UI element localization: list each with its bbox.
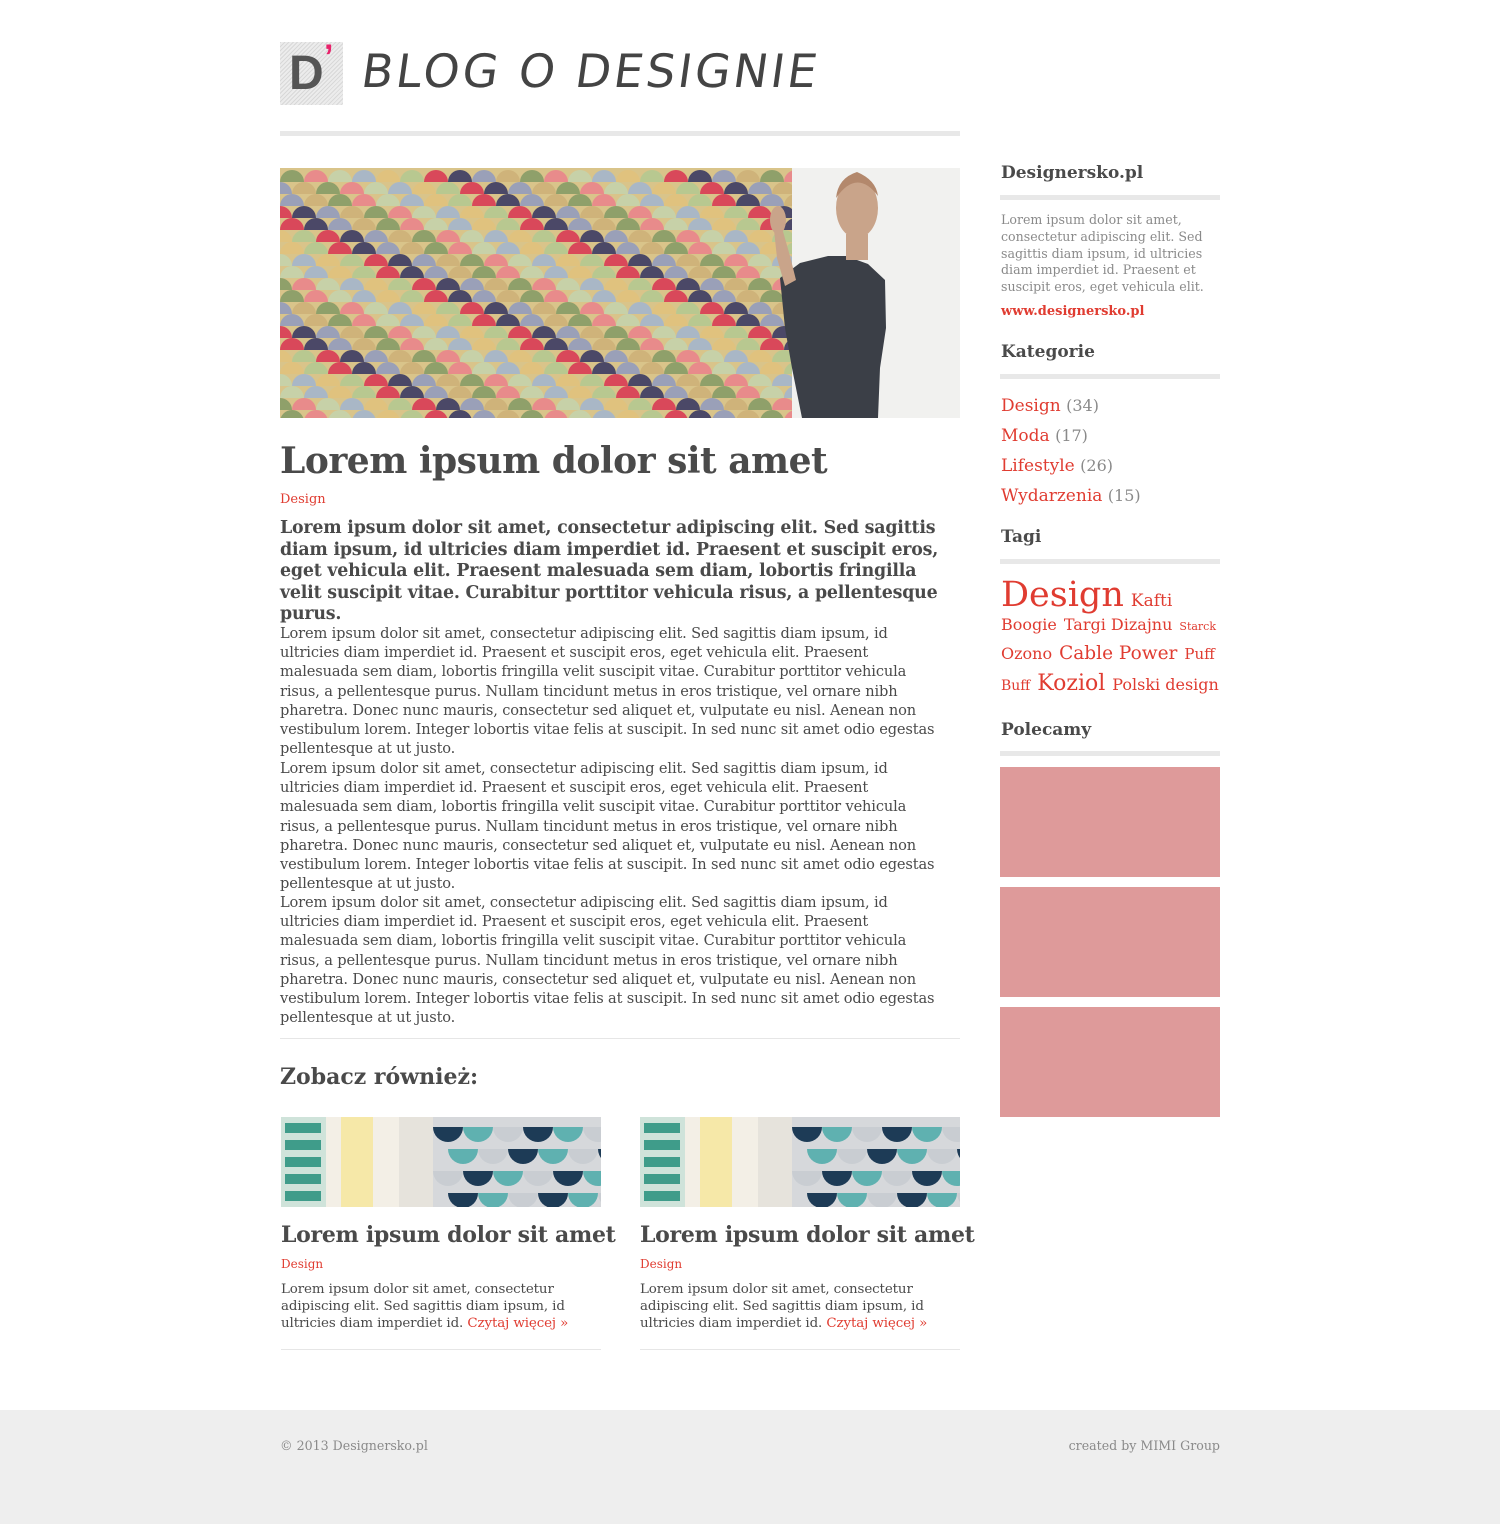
tag-link[interactable]: Puff — [1184, 645, 1215, 663]
category-link[interactable]: Moda — [1001, 426, 1050, 446]
related-title[interactable]: Lorem ipsum dolor sit amet — [281, 1222, 616, 1248]
related-category-link[interactable]: Design — [281, 1257, 324, 1271]
footer — [0, 1410, 1500, 1524]
tag-link[interactable]: Buff — [1001, 678, 1031, 694]
site-title[interactable]: BLOG O DESIGNIE — [358, 44, 824, 98]
sidebar-heading-categories: Kategorie — [1001, 342, 1095, 362]
post-title[interactable]: Lorem ipsum dolor sit amet — [280, 440, 828, 482]
footer-credit[interactable]: created by MIMI Group — [1068, 1438, 1220, 1453]
article-divider — [280, 1038, 960, 1039]
sidebar-divider — [1000, 751, 1220, 756]
category-item[interactable] — [1001, 484, 1141, 514]
tag-link[interactable]: Starck — [1179, 620, 1217, 633]
tag-link[interactable]: Polski design — [1112, 675, 1219, 694]
sidebar-heading-tags: Tagi — [1001, 527, 1042, 547]
related-category-link[interactable]: Design — [640, 1257, 683, 1271]
hero-wall-edge — [905, 168, 960, 418]
header-divider — [280, 131, 960, 136]
read-more-link[interactable]: Czytaj więcej » — [467, 1316, 569, 1331]
related-thumbnail[interactable] — [640, 1117, 960, 1207]
tag-link[interactable]: Targi Dizajnu — [1063, 615, 1173, 634]
related-excerpt — [281, 1281, 581, 1332]
sidebar-divider — [1000, 195, 1220, 200]
tag-link[interactable]: Cable Power — [1059, 643, 1178, 664]
related-excerpt — [640, 1281, 940, 1332]
category-link[interactable]: Wydarzenia — [1001, 486, 1103, 506]
category-count: (15) — [1107, 486, 1141, 505]
post-hero-image — [280, 168, 960, 418]
scales-pattern-illustration — [280, 168, 905, 418]
sidebar-divider — [1000, 374, 1220, 379]
category-count: (17) — [1055, 426, 1088, 445]
recommended-banner[interactable] — [1000, 767, 1220, 877]
category-count: (26) — [1080, 456, 1113, 475]
sidebar-heading-recommended: Polecamy — [1001, 720, 1092, 740]
read-more-link[interactable]: Czytaj więcej » — [826, 1316, 928, 1331]
tag-link[interactable]: Kafti — [1130, 591, 1173, 611]
related-card — [281, 1117, 616, 1331]
category-item[interactable] — [1001, 454, 1141, 484]
logo-apostrophe: ’ — [324, 38, 334, 76]
category-list — [1001, 394, 1141, 514]
related-excerpt-text: Lorem ipsum dolor sit amet, consectetur adipiscing elit. Sed sagittis diam ipsum, id ultricies diam imperdiet id. — [281, 1282, 565, 1331]
tag-link[interactable]: Design — [1001, 575, 1124, 615]
related-excerpt-text: Lorem ipsum dolor sit amet, consectetur adipiscing elit. Sed sagittis diam ipsum, id ultricies diam imperdiet id. — [640, 1282, 924, 1331]
tag-link[interactable]: Boogie — [1001, 615, 1057, 634]
tag-link[interactable]: Ozono — [1001, 644, 1053, 663]
category-item[interactable] — [1001, 394, 1141, 424]
recommended-banner[interactable] — [1000, 1007, 1220, 1117]
post-lead: Lorem ipsum dolor sit amet, consectetur adipiscing elit. Sed sagittis diam ipsum, id ultricies diam imperdiet id. Praesent et suscipit eros, eget vehicula elit. Praesent malesuada sem diam, lobortis fringilla velit suscipit vitae. Curabitur porttitor vehicula risus, a pellentesque purus. — [280, 518, 939, 625]
tag-link[interactable]: Koziol — [1037, 671, 1106, 696]
post-category-link[interactable]: Design — [280, 492, 326, 507]
sidebar-divider — [1000, 559, 1220, 564]
post-paragraph: Lorem ipsum dolor sit amet, consectetur adipiscing elit. Sed sagittis diam ipsum, id ultricies diam imperdiet id. Praesent et suscipit eros, eget vehicula elit. Praesent malesuada sem diam, lobortis fringilla velit suscipit vitae. Curabitur porttitor vehicula risus, a pellentesque purus. Nullam tincidunt metus in eros tristique, vel ornare nibh pharetra. Donec nunc mauris, consectetur sed aliquet et, vulputate eu nisl. Aenean non vestibulum lorem. Integer lobortis vitae felis at suscipit. In sed nunc sit amet odio egestas pellentesque at ut justo. — [280, 894, 935, 1027]
sidebar-website-link[interactable]: www.designersko.pl — [1001, 304, 1145, 319]
logo-letter: D — [289, 47, 324, 100]
post-paragraph: Lorem ipsum dolor sit amet, consectetur adipiscing elit. Sed sagittis diam ipsum, id ultricies diam imperdiet id. Praesent et suscipit eros, eget vehicula elit. Praesent malesuada sem diam, lobortis fringilla velit suscipit vitae. Curabitur porttitor vehicula risus, a pellentesque purus. Nullam tincidunt metus in eros tristique, vel ornare nibh pharetra. Donec nunc mauris, consectetur sed aliquet et, vulputate eu nisl. Aenean non vestibulum lorem. Integer lobortis vitae felis at suscipit. In sed nunc sit amet odio egestas pellentesque at ut justo. — [280, 625, 935, 758]
related-divider — [640, 1349, 960, 1350]
tag-cloud — [1001, 575, 1223, 701]
related-card — [640, 1117, 975, 1331]
site-logo[interactable] — [280, 38, 343, 105]
category-link[interactable]: Lifestyle — [1001, 456, 1075, 476]
post-paragraph: Lorem ipsum dolor sit amet, consectetur adipiscing elit. Sed sagittis diam ipsum, id ultricies diam imperdiet id. Praesent et suscipit eros, eget vehicula elit. Praesent malesuada sem diam, lobortis fringilla velit suscipit vitae. Curabitur porttitor vehicula risus, a pellentesque purus. Nullam tincidunt metus in eros tristique, vel ornare nibh pharetra. Donec nunc mauris, consectetur sed aliquet et, vulputate eu nisl. Aenean non vestibulum lorem. Integer lobortis vitae felis at suscipit. In sed nunc sit amet odio egestas pellentesque at ut justo. — [280, 760, 935, 893]
category-count: (34) — [1066, 396, 1099, 415]
sidebar-about-text: Lorem ipsum dolor sit amet, consectetur adipiscing elit. Sed sagittis diam ipsum, id ultricies diam imperdiet id. Praesent et suscipit eros, eget vehicula elit. — [1001, 212, 1204, 295]
recommended-banner[interactable] — [1000, 887, 1220, 997]
category-link[interactable]: Design — [1001, 396, 1061, 416]
related-heading: Zobacz również: — [280, 1064, 479, 1090]
category-item[interactable] — [1001, 424, 1141, 454]
sidebar-heading-about: Designersko.pl — [1001, 163, 1144, 183]
related-thumbnail-illustration — [281, 1117, 601, 1207]
footer-copyright: © 2013 Designersko.pl — [280, 1438, 428, 1453]
related-divider — [281, 1349, 601, 1350]
related-thumbnail-illustration — [640, 1117, 960, 1207]
related-title[interactable]: Lorem ipsum dolor sit amet — [640, 1222, 975, 1248]
related-thumbnail[interactable] — [281, 1117, 601, 1207]
